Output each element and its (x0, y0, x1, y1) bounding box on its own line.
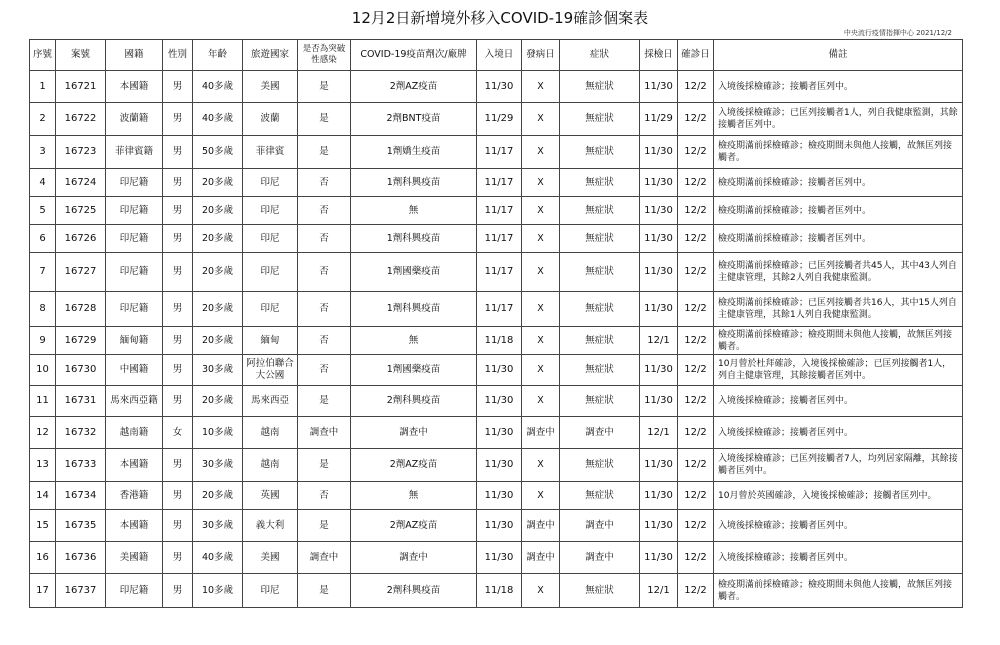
table-row (30, 169, 963, 197)
cell-case: 16726 (56, 225, 106, 253)
cell-seq: 10 (30, 355, 56, 386)
cell-case: 16732 (56, 417, 106, 449)
cell-case: 16723 (56, 136, 106, 169)
header-breakthrough: 是否為突破性感染 (298, 40, 351, 71)
cell-seq: 12 (30, 417, 56, 449)
cell-case: 16721 (56, 71, 106, 103)
cell-symptom: 無症狀 (560, 225, 640, 253)
cell-sampling: 11/30 (640, 169, 678, 197)
cell-confirm: 12/2 (678, 386, 714, 417)
header-age: 年齡 (193, 40, 243, 71)
cell-breakthrough: 是 (298, 386, 351, 417)
cell-case: 16734 (56, 482, 106, 510)
cell-entry: 11/17 (477, 292, 522, 327)
cell-breakthrough: 是 (298, 71, 351, 103)
cell-onset: X (522, 292, 560, 327)
cell-case: 16735 (56, 510, 106, 542)
header-case: 案號 (56, 40, 106, 71)
cell-symptom: 調查中 (560, 510, 640, 542)
cell-entry: 11/30 (477, 510, 522, 542)
cell-sampling: 11/30 (640, 355, 678, 386)
cell-onset: X (522, 253, 560, 292)
cell-symptom: 無症狀 (560, 574, 640, 608)
cell-onset: X (522, 136, 560, 169)
cell-note: 檢疫期滿前採檢確診；檢疫期間未與他人接觸，故無匡列接觸者。 (714, 574, 963, 608)
cell-breakthrough: 是 (298, 136, 351, 169)
cell-entry: 11/17 (477, 225, 522, 253)
cell-note: 10月曾於杜拜確診，入境後採檢確診；已匡列接觸者1人，列自主健康管理，其餘接觸者匡列中。 (714, 355, 963, 386)
cell-confirm: 12/2 (678, 292, 714, 327)
cell-sampling: 12/1 (640, 574, 678, 608)
cell-entry: 11/30 (477, 542, 522, 574)
cell-confirm: 12/2 (678, 355, 714, 386)
cell-case: 16730 (56, 355, 106, 386)
cell-seq: 3 (30, 136, 56, 169)
cell-sampling: 12/1 (640, 417, 678, 449)
cell-seq: 5 (30, 197, 56, 225)
cell-breakthrough: 調查中 (298, 417, 351, 449)
cell-case: 16731 (56, 386, 106, 417)
cell-entry: 11/30 (477, 417, 522, 449)
cell-breakthrough: 否 (298, 482, 351, 510)
table-row (30, 510, 963, 542)
cell-age: 30多歲 (193, 510, 243, 542)
cell-age: 20多歲 (193, 386, 243, 417)
table-row (30, 103, 963, 136)
cell-symptom: 無症狀 (560, 253, 640, 292)
cell-vaccine: 調查中 (351, 542, 477, 574)
cell-sex: 女 (163, 417, 193, 449)
cell-confirm: 12/2 (678, 574, 714, 608)
cell-note: 10月曾於英國確診，入境後採檢確診；接觸者匡列中。 (714, 482, 963, 510)
cell-nationality: 印尼籍 (106, 169, 163, 197)
cell-nationality: 波蘭籍 (106, 103, 163, 136)
header-entry: 入境日 (477, 40, 522, 71)
cell-age: 30多歲 (193, 355, 243, 386)
cell-vaccine: 調查中 (351, 417, 477, 449)
cell-seq: 7 (30, 253, 56, 292)
cell-vaccine: 無 (351, 327, 477, 355)
table-row (30, 292, 963, 327)
cell-age: 10多歲 (193, 417, 243, 449)
cell-seq: 13 (30, 449, 56, 482)
cell-seq: 16 (30, 542, 56, 574)
cell-entry: 11/30 (477, 449, 522, 482)
cell-country: 美國 (243, 542, 298, 574)
cell-seq: 2 (30, 103, 56, 136)
cell-seq: 4 (30, 169, 56, 197)
header-symptom: 症狀 (560, 40, 640, 71)
cell-onset: X (522, 482, 560, 510)
cell-country: 義大利 (243, 510, 298, 542)
cell-case: 16729 (56, 327, 106, 355)
header-note: 備註 (714, 40, 963, 71)
cell-sex: 男 (163, 542, 193, 574)
cell-sampling: 11/30 (640, 253, 678, 292)
cell-sex: 男 (163, 327, 193, 355)
cell-case: 16736 (56, 542, 106, 574)
cell-note: 入境後採檢確診；接觸者匡列中。 (714, 542, 963, 574)
cell-note: 入境後採檢確診；接觸者匡列中。 (714, 71, 963, 103)
cell-sampling: 11/30 (640, 197, 678, 225)
cell-sex: 男 (163, 225, 193, 253)
cell-symptom: 調查中 (560, 542, 640, 574)
cell-sampling: 11/30 (640, 386, 678, 417)
table-row (30, 355, 963, 386)
cell-nationality: 本國籍 (106, 510, 163, 542)
cell-symptom: 無症狀 (560, 71, 640, 103)
cell-note: 檢疫期滿前採檢確診；接觸者匡列中。 (714, 197, 963, 225)
cell-seq: 11 (30, 386, 56, 417)
cell-vaccine: 2劑科興疫苗 (351, 386, 477, 417)
cell-sex: 男 (163, 292, 193, 327)
cell-seq: 14 (30, 482, 56, 510)
cell-note: 入境後採檢確診；接觸者匡列中。 (714, 386, 963, 417)
cell-seq: 17 (30, 574, 56, 608)
cell-symptom: 調查中 (560, 417, 640, 449)
cell-sex: 男 (163, 253, 193, 292)
cell-note: 檢疫期滿前採檢確診；檢疫期間未與他人接觸，故無匡列接觸者。 (714, 327, 963, 355)
cell-vaccine: 2劑科興疫苗 (351, 574, 477, 608)
cell-confirm: 12/2 (678, 169, 714, 197)
header-onset: 發病日 (522, 40, 560, 71)
cell-onset: X (522, 71, 560, 103)
cell-country: 印尼 (243, 225, 298, 253)
cell-country: 美國 (243, 71, 298, 103)
cell-symptom: 無症狀 (560, 482, 640, 510)
cell-seq: 1 (30, 71, 56, 103)
cell-case: 16727 (56, 253, 106, 292)
cell-confirm: 12/2 (678, 510, 714, 542)
cell-case: 16722 (56, 103, 106, 136)
cell-symptom: 無症狀 (560, 355, 640, 386)
cell-breakthrough: 否 (298, 197, 351, 225)
cell-entry: 11/18 (477, 327, 522, 355)
cell-breakthrough: 是 (298, 510, 351, 542)
cell-onset: X (522, 225, 560, 253)
cell-confirm: 12/2 (678, 136, 714, 169)
cell-confirm: 12/2 (678, 71, 714, 103)
cell-breakthrough: 否 (298, 292, 351, 327)
cell-sex: 男 (163, 510, 193, 542)
cell-onset: X (522, 574, 560, 608)
cell-vaccine: 1劑科興疫苗 (351, 292, 477, 327)
cell-sex: 男 (163, 136, 193, 169)
cell-confirm: 12/2 (678, 542, 714, 574)
cell-age: 20多歲 (193, 292, 243, 327)
cell-vaccine: 1劑國藥疫苗 (351, 355, 477, 386)
cell-entry: 11/30 (477, 355, 522, 386)
cell-country: 阿拉伯聯合大公國 (243, 355, 298, 386)
cell-country: 印尼 (243, 253, 298, 292)
cell-entry: 11/17 (477, 197, 522, 225)
cell-breakthrough: 是 (298, 449, 351, 482)
cell-sampling: 11/30 (640, 136, 678, 169)
cell-nationality: 中國籍 (106, 355, 163, 386)
cell-vaccine: 2劑AZ疫苗 (351, 510, 477, 542)
cell-vaccine: 無 (351, 482, 477, 510)
cell-symptom: 無症狀 (560, 103, 640, 136)
cell-nationality: 印尼籍 (106, 574, 163, 608)
cell-sex: 男 (163, 169, 193, 197)
cell-vaccine: 1劑科興疫苗 (351, 169, 477, 197)
cell-onset: 調查中 (522, 510, 560, 542)
table-row (30, 417, 963, 449)
table-row (30, 542, 963, 574)
cell-entry: 11/17 (477, 136, 522, 169)
cell-country: 緬甸 (243, 327, 298, 355)
cell-confirm: 12/2 (678, 327, 714, 355)
cell-sampling: 11/30 (640, 510, 678, 542)
cell-age: 20多歲 (193, 169, 243, 197)
cell-sampling: 11/30 (640, 482, 678, 510)
cell-country: 波蘭 (243, 103, 298, 136)
cell-sampling: 11/30 (640, 542, 678, 574)
cell-seq: 6 (30, 225, 56, 253)
cell-country: 印尼 (243, 574, 298, 608)
cell-nationality: 美國籍 (106, 542, 163, 574)
cell-onset: 調查中 (522, 542, 560, 574)
case-table (29, 39, 963, 608)
table-row (30, 482, 963, 510)
cell-country: 印尼 (243, 169, 298, 197)
cell-confirm: 12/2 (678, 482, 714, 510)
header-nationality: 國籍 (106, 40, 163, 71)
cell-age: 20多歲 (193, 253, 243, 292)
cell-entry: 11/30 (477, 71, 522, 103)
cell-age: 20多歲 (193, 197, 243, 225)
header-confirm: 確診日 (678, 40, 714, 71)
cell-entry: 11/30 (477, 386, 522, 417)
cell-country: 越南 (243, 417, 298, 449)
cell-entry: 11/29 (477, 103, 522, 136)
cell-case: 16737 (56, 574, 106, 608)
cell-age: 40多歲 (193, 71, 243, 103)
cell-confirm: 12/2 (678, 417, 714, 449)
cell-breakthrough: 否 (298, 355, 351, 386)
cell-sampling: 12/1 (640, 327, 678, 355)
cell-age: 50多歲 (193, 136, 243, 169)
table-row (30, 225, 963, 253)
cell-confirm: 12/2 (678, 103, 714, 136)
table-row (30, 386, 963, 417)
table-row (30, 197, 963, 225)
table-row (30, 574, 963, 608)
cell-country: 菲律賓 (243, 136, 298, 169)
cell-nationality: 馬來西亞籍 (106, 386, 163, 417)
cell-age: 20多歲 (193, 327, 243, 355)
cell-sampling: 11/29 (640, 103, 678, 136)
cell-onset: X (522, 386, 560, 417)
cell-breakthrough: 否 (298, 169, 351, 197)
cell-symptom: 無症狀 (560, 292, 640, 327)
cell-breakthrough: 否 (298, 225, 351, 253)
source-label: 中央流行疫情指揮中心 2021/12/2 (843, 29, 952, 37)
page-title: 12月2日新增境外移入COVID-19確診個案表 (351, 9, 649, 27)
cell-seq: 9 (30, 327, 56, 355)
cell-confirm: 12/2 (678, 225, 714, 253)
cell-vaccine: 2劑BNT疫苗 (351, 103, 477, 136)
cell-onset: X (522, 355, 560, 386)
cell-vaccine: 1劑科興疫苗 (351, 225, 477, 253)
cell-breakthrough: 否 (298, 253, 351, 292)
cell-vaccine: 2劑AZ疫苗 (351, 71, 477, 103)
cell-sex: 男 (163, 386, 193, 417)
cell-note: 檢疫期滿前採檢確診；已匡列接觸者共45人，其中43人列自主健康管理，其餘2人列自我健康監測。 (714, 253, 963, 292)
cell-nationality: 本國籍 (106, 449, 163, 482)
cell-sampling: 11/30 (640, 292, 678, 327)
table-row (30, 449, 963, 482)
cell-case: 16728 (56, 292, 106, 327)
cell-sex: 男 (163, 103, 193, 136)
cell-sex: 男 (163, 482, 193, 510)
cell-sex: 男 (163, 574, 193, 608)
header-vaccine: COVID-19疫苗劑次/廠牌 (351, 40, 477, 71)
cell-onset: X (522, 169, 560, 197)
cell-seq: 15 (30, 510, 56, 542)
cell-note: 入境後採檢確診；接觸者匡列中。 (714, 417, 963, 449)
cell-nationality: 印尼籍 (106, 225, 163, 253)
cell-nationality: 菲律賓籍 (106, 136, 163, 169)
cell-entry: 11/18 (477, 574, 522, 608)
cell-case: 16733 (56, 449, 106, 482)
cell-country: 印尼 (243, 292, 298, 327)
cell-age: 40多歲 (193, 103, 243, 136)
cell-onset: 調查中 (522, 417, 560, 449)
cell-sex: 男 (163, 71, 193, 103)
cell-sampling: 11/30 (640, 225, 678, 253)
cell-note: 入境後採檢確診；接觸者匡列中。 (714, 510, 963, 542)
cell-nationality: 越南籍 (106, 417, 163, 449)
cell-confirm: 12/2 (678, 197, 714, 225)
cell-country: 馬來西亞 (243, 386, 298, 417)
cell-nationality: 印尼籍 (106, 292, 163, 327)
cell-sampling: 11/30 (640, 71, 678, 103)
cell-note: 檢疫期滿前採檢確診；接觸者匡列中。 (714, 169, 963, 197)
cell-breakthrough: 是 (298, 574, 351, 608)
cell-vaccine: 無 (351, 197, 477, 225)
cell-onset: X (522, 327, 560, 355)
cell-nationality: 本國籍 (106, 71, 163, 103)
cell-vaccine: 1劑嬌生疫苗 (351, 136, 477, 169)
cell-note: 入境後採檢確診；已匡列接觸者7人，均列居家隔離，其餘接觸者匡列中。 (714, 449, 963, 482)
cell-entry: 11/30 (477, 482, 522, 510)
cell-symptom: 無症狀 (560, 449, 640, 482)
cell-onset: X (522, 197, 560, 225)
cell-breakthrough: 調查中 (298, 542, 351, 574)
cell-sex: 男 (163, 355, 193, 386)
cell-seq: 8 (30, 292, 56, 327)
cell-nationality: 印尼籍 (106, 197, 163, 225)
header-seq: 序號 (30, 40, 56, 71)
cell-vaccine: 2劑AZ疫苗 (351, 449, 477, 482)
header-sex: 性別 (163, 40, 193, 71)
cell-case: 16724 (56, 169, 106, 197)
cell-note: 檢疫期滿前採檢確診；檢疫期間未與他人接觸，故無匡列接觸者。 (714, 136, 963, 169)
cell-sampling: 11/30 (640, 449, 678, 482)
cell-nationality: 印尼籍 (106, 253, 163, 292)
cell-age: 40多歲 (193, 542, 243, 574)
cell-symptom: 無症狀 (560, 169, 640, 197)
cell-nationality: 緬甸籍 (106, 327, 163, 355)
cell-sex: 男 (163, 449, 193, 482)
cell-note: 入境後採檢確診；已匡列接觸者1人，列自我健康監測，其餘接觸者匡列中。 (714, 103, 963, 136)
cell-vaccine: 1劑國藥疫苗 (351, 253, 477, 292)
cell-symptom: 無症狀 (560, 386, 640, 417)
cell-breakthrough: 否 (298, 327, 351, 355)
cell-note: 檢疫期滿前採檢確診；已匡列接觸者共16人，其中15人列自主健康管理，其餘1人列自我健康監測。 (714, 292, 963, 327)
cell-symptom: 無症狀 (560, 197, 640, 225)
table-row (30, 327, 963, 355)
cell-case: 16725 (56, 197, 106, 225)
table-row (30, 71, 963, 103)
cell-entry: 11/17 (477, 253, 522, 292)
cell-onset: X (522, 103, 560, 136)
header-row (30, 40, 963, 71)
cell-age: 20多歲 (193, 482, 243, 510)
table-row (30, 136, 963, 169)
cell-nationality: 香港籍 (106, 482, 163, 510)
cell-onset: X (522, 449, 560, 482)
cell-age: 10多歲 (193, 574, 243, 608)
header-country: 旅遊國家 (243, 40, 298, 71)
cell-country: 印尼 (243, 197, 298, 225)
cell-age: 20多歲 (193, 225, 243, 253)
cell-symptom: 無症狀 (560, 327, 640, 355)
cell-entry: 11/17 (477, 169, 522, 197)
cell-sex: 男 (163, 197, 193, 225)
cell-country: 越南 (243, 449, 298, 482)
cell-country: 英國 (243, 482, 298, 510)
table-row (30, 253, 963, 292)
cell-confirm: 12/2 (678, 449, 714, 482)
cell-confirm: 12/2 (678, 253, 714, 292)
cell-note: 檢疫期滿前採檢確診；接觸者匡列中。 (714, 225, 963, 253)
header-sampling: 採檢日 (640, 40, 678, 71)
cell-breakthrough: 是 (298, 103, 351, 136)
cell-age: 30多歲 (193, 449, 243, 482)
cell-symptom: 無症狀 (560, 136, 640, 169)
